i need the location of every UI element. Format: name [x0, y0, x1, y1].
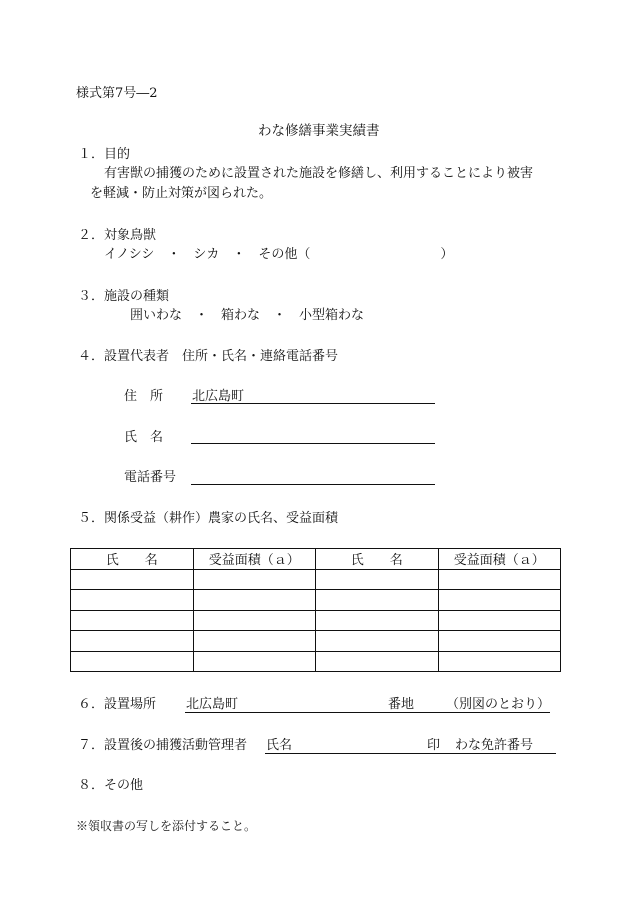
table-cell[interactable]: [438, 569, 561, 590]
table-cell[interactable]: [71, 631, 194, 652]
table-cell[interactable]: [316, 569, 439, 590]
beneficiary-table: [70, 548, 561, 672]
section-5-heading: ５．関係受益（耕作）農家の氏名、受益面積: [78, 511, 339, 526]
table-cell[interactable]: [193, 610, 316, 631]
table-cell[interactable]: [71, 590, 194, 611]
table-row: [71, 610, 561, 631]
name-field[interactable]: [191, 443, 435, 444]
table-header-cell: 氏 名: [316, 549, 439, 570]
location-banchi: 番地: [388, 697, 415, 712]
table-cell[interactable]: [316, 610, 439, 631]
table-header-cell: 氏 名: [71, 549, 194, 570]
table-cell[interactable]: [193, 631, 316, 652]
phone-field[interactable]: [191, 484, 435, 485]
section-1-line-2: を軽減・防止対策が図られた。: [90, 186, 273, 201]
license-number-label: わな免許番号: [455, 738, 534, 753]
table-cell[interactable]: [193, 569, 316, 590]
table-cell[interactable]: [438, 631, 561, 652]
table-cell[interactable]: [438, 590, 561, 611]
table-row: [71, 569, 561, 590]
page-title: わな修繕事業実績書: [258, 123, 380, 139]
location-field[interactable]: [185, 712, 550, 713]
table-row: [71, 590, 561, 611]
table-cell[interactable]: [438, 651, 561, 672]
facility-type-options: 囲いわな ・ 箱わな ・ 小型箱わな: [130, 308, 365, 323]
footnote: ※領収書の写しを添付すること。: [76, 819, 257, 833]
address-label: 住 所: [124, 389, 164, 404]
table-cell[interactable]: [316, 651, 439, 672]
section-1-heading: １．目的: [78, 147, 131, 162]
target-animal-options: イノシシ ・ シカ ・ その他（ ）: [104, 247, 454, 262]
section-4-heading: ４．設置代表者 住所・氏名・連絡電話番号: [78, 349, 339, 364]
table-header-row: [71, 549, 561, 570]
section-2-heading: ２．対象鳥獣: [78, 228, 157, 243]
section-8-heading: ８．その他: [78, 778, 144, 793]
phone-label: 電話番号: [124, 470, 177, 485]
address-value: 北広島町: [192, 389, 245, 404]
seal-mark: 印: [427, 738, 441, 753]
form-number: 様式第7号―2: [76, 86, 158, 101]
table-cell[interactable]: [71, 610, 194, 631]
address-field[interactable]: [191, 403, 435, 404]
manager-field[interactable]: [265, 753, 556, 754]
table-cell[interactable]: [316, 590, 439, 611]
table-header-cell: 受益面積（ａ）: [438, 549, 561, 570]
section-3-heading: ３．施設の種類: [78, 289, 170, 304]
table-row: [71, 631, 561, 652]
table-cell[interactable]: [193, 651, 316, 672]
section-7-heading: ７．設置後の捕獲活動管理者: [78, 738, 248, 753]
location-note: （別図のとおり）: [446, 697, 551, 712]
table-cell[interactable]: [71, 651, 194, 672]
table-header-cell: 受益面積（ａ）: [193, 549, 316, 570]
name-label: 氏 名: [124, 430, 164, 445]
table-cell[interactable]: [438, 610, 561, 631]
location-town: 北広島町: [186, 697, 239, 712]
table-cell[interactable]: [316, 631, 439, 652]
section-1-line-1: 有害獣の捕獲のために設置された施設を修繕し、利用することにより被害: [104, 166, 534, 181]
table-cell[interactable]: [193, 590, 316, 611]
section-6-heading: ６．設置場所: [78, 697, 157, 712]
manager-name-label: 氏名: [266, 738, 293, 753]
table-cell[interactable]: [71, 569, 194, 590]
table-row: [71, 651, 561, 672]
